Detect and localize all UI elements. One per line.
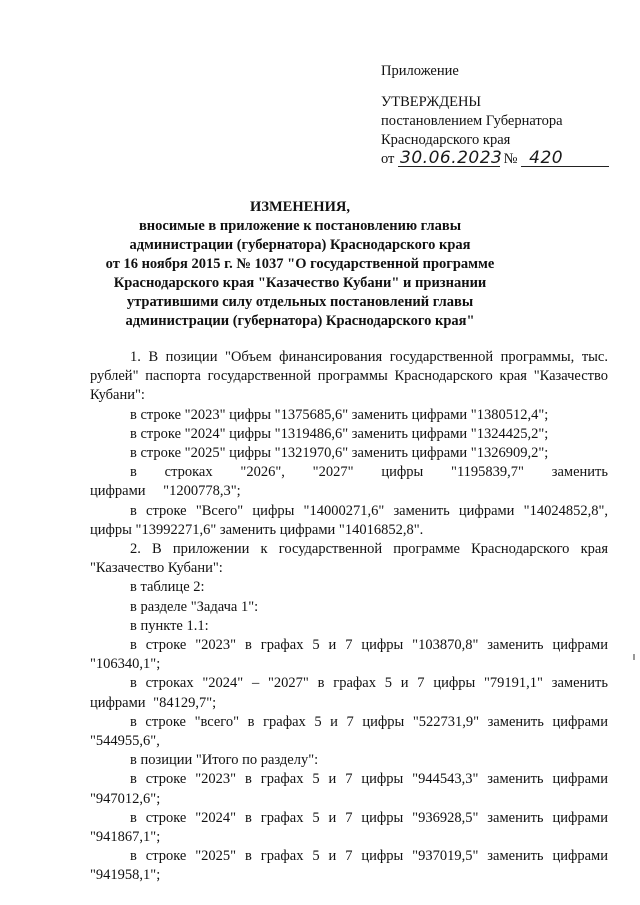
paragraph: в строках "2026", "2027" цифры "1195839,7" заменить цифрами "1200778,3"; <box>90 464 608 500</box>
paragraph: в строках "2024" – "2027" в графах 5 и 7 цифры "79191,1" заменить цифрами "84129,7"; <box>90 675 608 711</box>
approved-by-line: постановлением Губернатора <box>381 113 563 129</box>
paragraph: 1. В позиции "Объем финансирования государственной программы, тыс. рублей" паспорта государственной программы Краснодарского края "Казачество Кубани": <box>90 349 608 404</box>
paragraph: в строке "2024" цифры "1319486,6" заменить цифрами "1324425,2"; <box>130 425 549 442</box>
paragraph: в пункте 1.1: <box>130 617 209 634</box>
document-title <box>100 198 500 331</box>
approval-block <box>381 62 609 169</box>
paragraph: в строке "2023" в графах 5 и 7 цифры "103870,8" заменить цифрами "106340,1"; <box>90 637 608 673</box>
paragraph: в строке "2023" цифры "1375685,6" заменить цифрами "1380512,4"; <box>130 406 549 423</box>
paragraph: в строке "2025" в графах 5 и 7 цифры "937019,5" заменить цифрами "941958,1"; <box>90 848 608 884</box>
paragraph: в строке "2024" в графах 5 и 7 цифры "936928,5" заменить цифрами "941867,1"; <box>90 809 608 846</box>
title-heading: ИЗМЕНЕНИЯ, <box>250 199 350 215</box>
paragraph: в строке "2023" в графах 5 и 7 цифры "944543,3" заменить цифрами "947012,6"; <box>90 771 608 807</box>
title-line: Краснодарского края "Казачество Кубани" и признании <box>113 275 487 291</box>
title-line: администрации (губернатора) Краснодарского края <box>129 237 471 253</box>
date-prefix: от <box>381 151 395 167</box>
document-body <box>90 348 608 886</box>
paragraph: в строке "всего" в графах 5 и 7 цифры "522731,9" заменить цифрами "544955,6", <box>90 713 608 750</box>
approved-label: УТВЕРЖДЕНЫ <box>381 94 482 110</box>
number-prefix: № <box>503 151 518 167</box>
approved-region-line: Краснодарского края <box>381 132 511 148</box>
handwritten-number: 420 <box>521 150 609 167</box>
paragraph: в позиции "Итого по разделу": <box>130 752 319 769</box>
title-line: администрации (губернатора) Краснодарского края" <box>125 313 475 329</box>
paragraph: 2. В приложении к государственной программе Краснодарского края "Казачество Кубани": <box>90 541 608 577</box>
paragraph: в разделе "Задача 1": <box>130 598 259 615</box>
spacer <box>381 81 609 93</box>
appendix-label: Приложение <box>381 63 459 79</box>
handwritten-date: 30.06.2023 <box>400 148 503 168</box>
title-line: утратившими силу отдельных постановлений главы <box>126 294 474 310</box>
title-line: вносимые в приложение к постановлению главы <box>138 218 462 234</box>
paragraph: в строке "2025" цифры "1321970,6" заменить цифрами "1326909,2"; <box>130 445 549 462</box>
paragraph: в строке "Всего" цифры "14000271,6" заменить цифрами "14024852,8", цифры "13992271,6" заменить цифрами "14016852,8". <box>90 502 608 538</box>
scan-artifact <box>633 654 635 660</box>
paragraph: в таблице 2: <box>130 579 205 596</box>
date-number-line <box>381 150 609 169</box>
title-line: от 16 ноября 2015 г. № 1037 "О государственной программе <box>105 256 495 272</box>
